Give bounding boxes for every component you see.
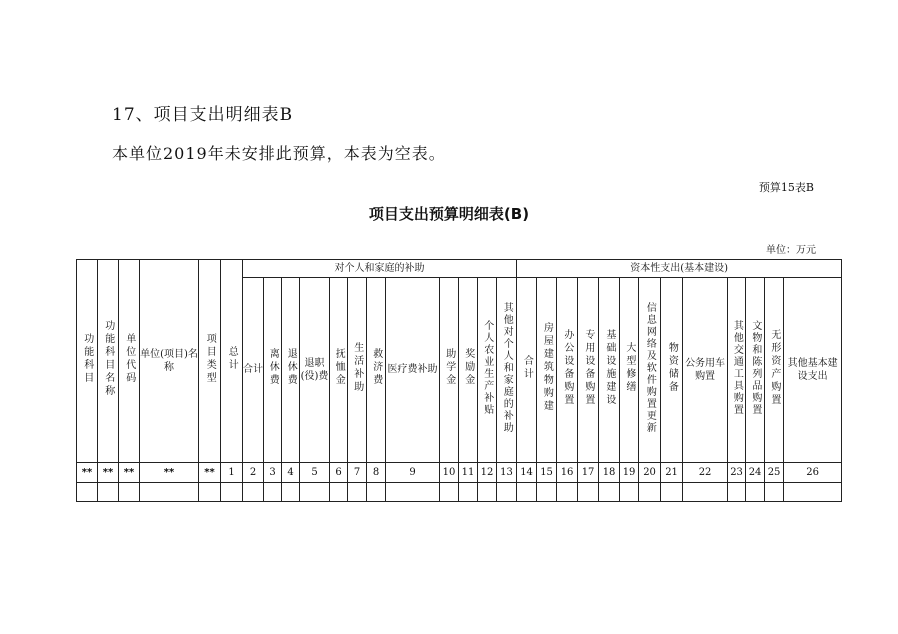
header-g2-6: 大型修缮 xyxy=(620,278,639,463)
header-g1-1: 合计 xyxy=(243,278,264,463)
header-g2-2: 房屋建筑物购建 xyxy=(537,278,557,463)
code-cell: ** xyxy=(199,463,221,483)
header-g1-8: 医疗费补助 xyxy=(386,278,440,463)
column-number: 16 xyxy=(557,463,578,483)
header-g1-3: 退休费 xyxy=(282,278,300,463)
column-number: 26 xyxy=(784,463,842,483)
header-g1-10: 奖励金 xyxy=(459,278,478,463)
header-fixed-3: 单位代码 xyxy=(119,260,140,463)
unit-label: 单位：万元 xyxy=(766,245,816,256)
header-g2-10: 其他交通工具购置 xyxy=(728,278,746,463)
column-number: 7 xyxy=(348,463,367,483)
column-number: 11 xyxy=(459,463,478,483)
header-g2-9: 公务用车购置 xyxy=(683,278,728,463)
column-number: 23 xyxy=(728,463,746,483)
header-fixed-6: 总计 xyxy=(221,260,243,463)
section-heading: 17、项目支出明细表B xyxy=(112,105,294,125)
column-number: 5 xyxy=(300,463,330,483)
empty-table-note: 本单位2019年未安排此预算，本表为空表。 xyxy=(112,144,446,163)
header-g2-11: 文物和陈列品购置 xyxy=(746,278,765,463)
code-cell: ** xyxy=(119,463,140,483)
column-number: 10 xyxy=(440,463,459,483)
table-number: 预算15表B xyxy=(758,181,814,194)
header-g2-8: 物资储备 xyxy=(661,278,683,463)
column-number: 8 xyxy=(367,463,386,483)
header-g2-3: 办公设备购置 xyxy=(557,278,578,463)
header-g2-12: 无形资产购置 xyxy=(765,278,784,463)
header-g1-5: 抚恤金 xyxy=(330,278,348,463)
column-number: 22 xyxy=(683,463,728,483)
group-header-family-aid: 对个人和家庭的补助 xyxy=(243,260,517,278)
group-header-capital: 资本性支出(基本建设) xyxy=(517,260,842,278)
column-number: 17 xyxy=(578,463,599,483)
column-number: 24 xyxy=(746,463,765,483)
header-fixed-4: 单位(项目)名称 xyxy=(140,260,199,463)
column-number: 6 xyxy=(330,463,348,483)
column-number: 1 xyxy=(221,463,243,483)
header-g1-6: 生活补助 xyxy=(348,278,367,463)
header-g2-13: 其他基本建设支出 xyxy=(784,278,842,463)
table-title: 项目支出预算明细表(B) xyxy=(368,205,530,223)
table-row xyxy=(77,483,842,502)
column-number: 3 xyxy=(264,463,282,483)
header-fixed-1: 功能科目 xyxy=(77,260,98,463)
column-number: 12 xyxy=(478,463,497,483)
header-g1-9: 助学金 xyxy=(440,278,459,463)
code-cell: ** xyxy=(98,463,119,483)
header-fixed-5: 项目类型 xyxy=(199,260,221,463)
budget-table xyxy=(76,259,842,502)
header-g1-12: 其他对个人和家庭的补助 xyxy=(497,278,517,463)
column-number: 25 xyxy=(765,463,784,483)
column-number: 2 xyxy=(243,463,264,483)
code-cell: ** xyxy=(140,463,199,483)
header-g1-4: 退职(役)费 xyxy=(300,278,330,463)
column-number: 18 xyxy=(599,463,620,483)
column-number: 13 xyxy=(497,463,517,483)
column-number: 15 xyxy=(537,463,557,483)
code-cell: ** xyxy=(77,463,98,483)
column-number: 21 xyxy=(661,463,683,483)
header-g2-4: 专用设备购置 xyxy=(578,278,599,463)
header-fixed-2: 功能科目名称 xyxy=(98,260,119,463)
header-g1-7: 救济费 xyxy=(367,278,386,463)
column-number: 9 xyxy=(386,463,440,483)
header-g1-11: 个人农业生产补贴 xyxy=(478,278,497,463)
header-g2-5: 基础设施建设 xyxy=(599,278,620,463)
header-g2-1: 合计 xyxy=(517,278,537,463)
header-g1-2: 离休费 xyxy=(264,278,282,463)
column-number: 4 xyxy=(282,463,300,483)
column-number: 19 xyxy=(620,463,639,483)
header-g2-7: 信息网络及软件购置更新 xyxy=(639,278,661,463)
column-number: 20 xyxy=(639,463,661,483)
column-number: 14 xyxy=(517,463,537,483)
